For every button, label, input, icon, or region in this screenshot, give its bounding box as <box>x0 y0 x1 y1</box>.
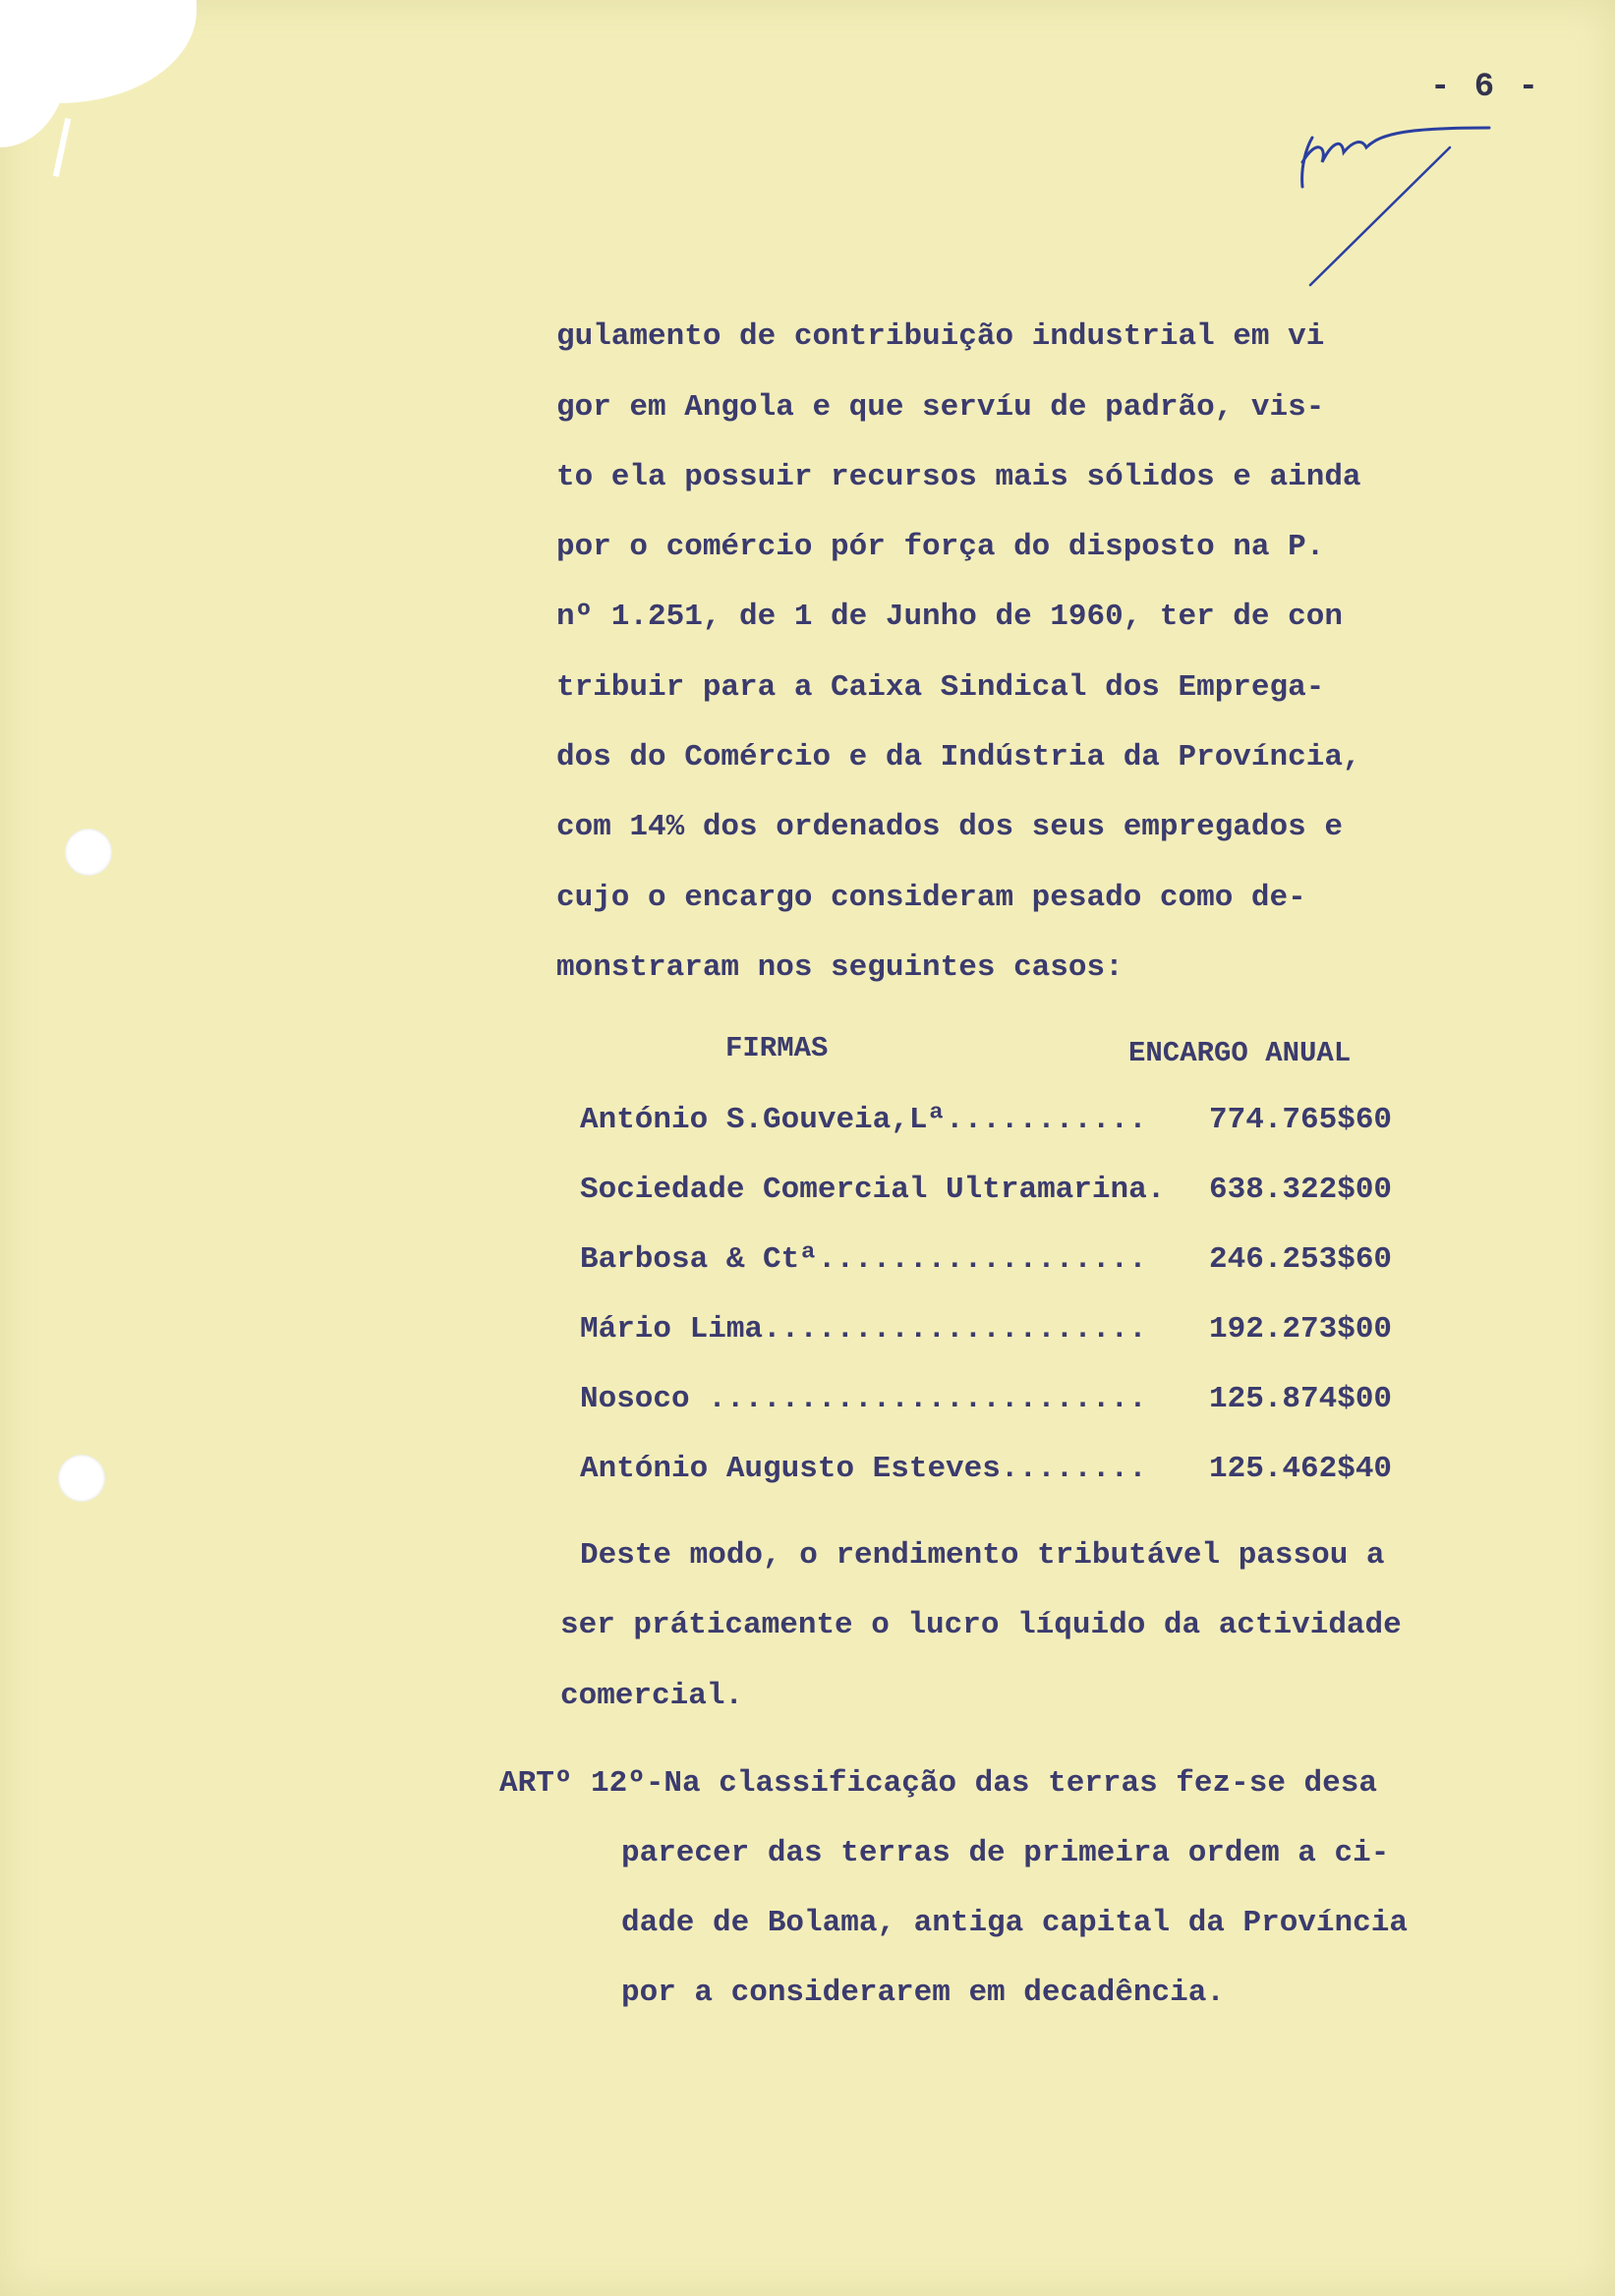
body-line: monstraram nos seguintes casos: <box>556 950 1124 985</box>
table-row <box>580 1242 1406 1282</box>
body-line: nº 1.251, de 1 de Junho de 1960, ter de con <box>556 600 1343 634</box>
firm-charge: 125.874$00 <box>1209 1382 1393 1416</box>
firm-name: Mário Lima..................... <box>580 1312 1147 1347</box>
page-number: - 6 - <box>1430 69 1541 106</box>
table-row <box>580 1452 1406 1491</box>
body-line: por a considerarem em decadência. <box>621 1976 1225 2010</box>
torn-corner-edge <box>0 0 69 147</box>
body-line: cujo o encargo consideram pesado como de- <box>556 881 1306 915</box>
table-row <box>580 1173 1406 1212</box>
body-line: por o comércio pór força do disposto na P. <box>556 530 1325 564</box>
table-header-charge: ENCARGO ANUAL <box>1128 1037 1352 1069</box>
firm-name: Sociedade Comercial Ultramarina. <box>580 1173 1166 1207</box>
table-row <box>580 1103 1406 1142</box>
body-line: com 14% dos ordenados dos seus empregados e <box>556 810 1343 844</box>
edge-mark <box>53 118 71 177</box>
punch-hole <box>65 829 112 876</box>
body-line: dos do Comércio e da Indústria da Província, <box>556 740 1361 775</box>
firm-name: António Augusto Esteves........ <box>580 1452 1147 1486</box>
punch-hole <box>58 1455 105 1502</box>
body-line: tribuir para a Caixa Sindical dos Emprega- <box>556 670 1325 705</box>
firm-name: António S.Gouveia,Lª........... <box>580 1103 1147 1137</box>
body-line: dade de Bolama, antiga capital da Província <box>621 1906 1408 1940</box>
body-line: ser práticamente o lucro líquido da actividade <box>560 1608 1402 1642</box>
firm-charge: 774.765$60 <box>1209 1103 1393 1137</box>
firm-charge: 246.253$60 <box>1209 1242 1393 1277</box>
table-row <box>580 1382 1406 1421</box>
body-line: comercial. <box>560 1679 744 1713</box>
firm-charge: 638.322$00 <box>1209 1173 1393 1207</box>
body-line: gulamento de contribuição industrial em vi <box>556 319 1325 354</box>
firm-name: Barbosa & Ctª.................. <box>580 1242 1147 1277</box>
body-line: gor em Angola e que servíu de padrão, vis- <box>556 390 1325 425</box>
handwritten-initials <box>1273 108 1509 305</box>
firm-charge: 192.273$00 <box>1209 1312 1393 1347</box>
firm-charge: 125.462$40 <box>1209 1452 1393 1486</box>
firm-name: Nosoco ........................ <box>580 1382 1147 1416</box>
body-line: parecer das terras de primeira ordem a ci- <box>621 1836 1390 1870</box>
article-heading-line: ARTº 12º-Na classificação das terras fez-se desa <box>499 1766 1377 1801</box>
table-row <box>580 1312 1406 1351</box>
table-header-firms: FIRMAS <box>725 1032 829 1064</box>
body-line: Deste modo, o rendimento tributável passou a <box>580 1538 1385 1573</box>
body-line: to ela possuir recursos mais sólidos e ainda <box>556 460 1361 494</box>
